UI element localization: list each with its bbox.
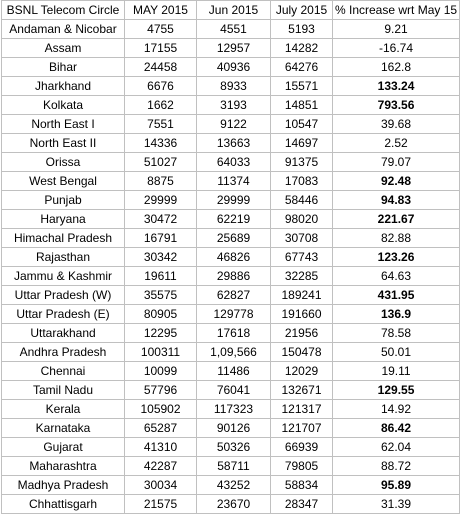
table-row [2,305,460,324]
cell-percent-increase[interactable]: 94.83 [333,191,460,210]
cell-may-2015[interactable]: 10099 [125,362,197,381]
header-row [2,1,460,20]
cell-circle[interactable]: Orissa [2,153,125,172]
cell-may-2015[interactable]: 19611 [125,267,197,286]
cell-circle[interactable]: Himachal Pradesh [2,229,125,248]
cell-jun-2015[interactable]: 64033 [197,153,271,172]
cell-circle[interactable]: Chhattisgarh [2,495,125,514]
table-row [2,191,460,210]
cell-jun-2015[interactable]: 3193 [197,96,271,115]
cell-may-2015[interactable]: 1662 [125,96,197,115]
cell-circle[interactable]: Tamil Nadu [2,381,125,400]
cell-jun-2015[interactable]: 62219 [197,210,271,229]
cell-circle[interactable]: Chennai [2,362,125,381]
cell-jun-2015[interactable]: 8933 [197,77,271,96]
table-row [2,229,460,248]
cell-percent-increase[interactable]: 129.55 [333,381,460,400]
header-july-2015[interactable]: July 2015 [271,1,333,20]
table-row [2,248,460,267]
cell-jun-2015[interactable]: 9122 [197,115,271,134]
cell-may-2015[interactable]: 4755 [125,20,197,39]
cell-circle[interactable]: Uttarakhand [2,324,125,343]
cell-july-2015[interactable]: 132671 [271,381,333,400]
cell-july-2015[interactable]: 12029 [271,362,333,381]
cell-may-2015[interactable]: 21575 [125,495,197,514]
table-row [2,476,460,495]
cell-jun-2015[interactable]: 76041 [197,381,271,400]
cell-jun-2015[interactable]: 12957 [197,39,271,58]
cell-july-2015[interactable]: 150478 [271,343,333,362]
cell-jun-2015[interactable]: 40936 [197,58,271,77]
cell-may-2015[interactable]: 105902 [125,400,197,419]
cell-july-2015[interactable]: 79805 [271,457,333,476]
table-body [2,20,460,514]
cell-jun-2015[interactable]: 25689 [197,229,271,248]
cell-percent-increase[interactable]: 62.04 [333,438,460,457]
table-row [2,362,460,381]
table-row [2,115,460,134]
cell-circle[interactable]: Maharashtra [2,457,125,476]
cell-may-2015[interactable]: 65287 [125,419,197,438]
table-row [2,419,460,438]
cell-july-2015[interactable]: 58446 [271,191,333,210]
cell-july-2015[interactable]: 5193 [271,20,333,39]
cell-jun-2015[interactable]: 11486 [197,362,271,381]
cell-jun-2015[interactable]: 29999 [197,191,271,210]
cell-july-2015[interactable]: 191660 [271,305,333,324]
cell-july-2015[interactable]: 21956 [271,324,333,343]
cell-july-2015[interactable]: 121707 [271,419,333,438]
cell-july-2015[interactable]: 30708 [271,229,333,248]
table-row [2,153,460,172]
cell-jun-2015[interactable]: 29886 [197,267,271,286]
cell-july-2015[interactable]: 58834 [271,476,333,495]
cell-jun-2015[interactable]: 4551 [197,20,271,39]
cell-circle[interactable]: North East II [2,134,125,153]
cell-percent-increase[interactable]: 79.07 [333,153,460,172]
cell-july-2015[interactable]: 14282 [271,39,333,58]
cell-circle[interactable]: Gujarat [2,438,125,457]
cell-jun-2015[interactable]: 129778 [197,305,271,324]
cell-percent-increase[interactable]: 136.9 [333,305,460,324]
table-row [2,495,460,514]
table-row [2,324,460,343]
table-row [2,400,460,419]
cell-percent-increase[interactable]: 221.67 [333,210,460,229]
table-row [2,134,460,153]
header-jun-2015[interactable]: Jun 2015 [197,1,271,20]
cell-july-2015[interactable]: 64276 [271,58,333,77]
cell-may-2015[interactable]: 7551 [125,115,197,134]
table-row [2,286,460,305]
cell-july-2015[interactable]: 91375 [271,153,333,172]
cell-may-2015[interactable]: 12295 [125,324,197,343]
header-percent-increase[interactable]: % Increase wrt May 15 [333,1,460,20]
header-may-2015[interactable]: MAY 2015 [125,1,197,20]
cell-may-2015[interactable]: 42287 [125,457,197,476]
cell-may-2015[interactable]: 57796 [125,381,197,400]
cell-may-2015[interactable]: 35575 [125,286,197,305]
cell-jun-2015[interactable]: 50326 [197,438,271,457]
cell-jun-2015[interactable]: 43252 [197,476,271,495]
cell-may-2015[interactable]: 17155 [125,39,197,58]
cell-jun-2015[interactable]: 117323 [197,400,271,419]
cell-percent-increase[interactable]: 793.56 [333,96,460,115]
cell-may-2015[interactable]: 100311 [125,343,197,362]
cell-circle[interactable]: Jammu & Kashmir [2,267,125,286]
cell-july-2015[interactable]: 15571 [271,77,333,96]
table-row [2,438,460,457]
cell-july-2015[interactable]: 67743 [271,248,333,267]
cell-may-2015[interactable]: 51027 [125,153,197,172]
cell-may-2015[interactable]: 41310 [125,438,197,457]
cell-circle[interactable]: West Bengal [2,172,125,191]
cell-july-2015[interactable]: 14697 [271,134,333,153]
cell-percent-increase[interactable]: 2.52 [333,134,460,153]
cell-circle[interactable]: Assam [2,39,125,58]
cell-circle[interactable]: Haryana [2,210,125,229]
cell-percent-increase[interactable]: 92.48 [333,172,460,191]
cell-circle[interactable]: Jharkhand [2,77,125,96]
cell-circle[interactable]: Bihar [2,58,125,77]
cell-jun-2015[interactable]: 62827 [197,286,271,305]
cell-july-2015[interactable]: 28347 [271,495,333,514]
cell-may-2015[interactable]: 8875 [125,172,197,191]
cell-percent-increase[interactable]: -16.74 [333,39,460,58]
cell-jun-2015[interactable]: 1,09,566 [197,343,271,362]
telecom-circle-table [1,0,460,514]
table-row [2,267,460,286]
cell-percent-increase[interactable]: 19.11 [333,362,460,381]
cell-percent-increase[interactable]: 82.88 [333,229,460,248]
table-row [2,381,460,400]
table-row [2,172,460,191]
cell-july-2015[interactable]: 10547 [271,115,333,134]
cell-circle[interactable]: Andhra Pradesh [2,343,125,362]
table-row [2,20,460,39]
cell-may-2015[interactable]: 80905 [125,305,197,324]
cell-circle[interactable]: Punjab [2,191,125,210]
cell-circle[interactable]: Kolkata [2,96,125,115]
cell-circle[interactable]: Uttar Pradesh (W) [2,286,125,305]
table-row [2,39,460,58]
cell-may-2015[interactable]: 14336 [125,134,197,153]
cell-circle[interactable]: Andaman & Nicobar [2,20,125,39]
cell-percent-increase[interactable]: 64.63 [333,267,460,286]
cell-may-2015[interactable]: 30034 [125,476,197,495]
table-row [2,96,460,115]
cell-percent-increase[interactable]: 39.68 [333,115,460,134]
cell-percent-increase[interactable]: 86.42 [333,419,460,438]
cell-july-2015[interactable]: 121317 [271,400,333,419]
table-row [2,210,460,229]
cell-july-2015[interactable]: 98020 [271,210,333,229]
cell-circle[interactable]: North East I [2,115,125,134]
cell-july-2015[interactable]: 32285 [271,267,333,286]
cell-percent-increase[interactable]: 78.58 [333,324,460,343]
cell-jun-2015[interactable]: 46826 [197,248,271,267]
cell-percent-increase[interactable]: 133.24 [333,77,460,96]
cell-july-2015[interactable]: 66939 [271,438,333,457]
cell-may-2015[interactable]: 30342 [125,248,197,267]
cell-circle[interactable]: Uttar Pradesh (E) [2,305,125,324]
cell-july-2015[interactable]: 189241 [271,286,333,305]
cell-jun-2015[interactable]: 17618 [197,324,271,343]
cell-circle[interactable]: Madhya Pradesh [2,476,125,495]
cell-percent-increase[interactable]: 31.39 [333,495,460,514]
cell-percent-increase[interactable]: 88.72 [333,457,460,476]
cell-july-2015[interactable]: 14851 [271,96,333,115]
cell-july-2015[interactable]: 17083 [271,172,333,191]
cell-circle[interactable]: Rajasthan [2,248,125,267]
cell-may-2015[interactable]: 30472 [125,210,197,229]
cell-jun-2015[interactable]: 90126 [197,419,271,438]
cell-may-2015[interactable]: 16791 [125,229,197,248]
table-row [2,58,460,77]
cell-percent-increase[interactable]: 431.95 [333,286,460,305]
table-row [2,457,460,476]
cell-circle[interactable]: Karnataka [2,419,125,438]
cell-may-2015[interactable]: 24458 [125,58,197,77]
header-circle[interactable]: BSNL Telecom Circle [2,1,125,20]
cell-jun-2015[interactable]: 58711 [197,457,271,476]
cell-may-2015[interactable]: 29999 [125,191,197,210]
cell-jun-2015[interactable]: 13663 [197,134,271,153]
cell-jun-2015[interactable]: 23670 [197,495,271,514]
cell-percent-increase[interactable]: 9.21 [333,20,460,39]
cell-may-2015[interactable]: 6676 [125,77,197,96]
cell-jun-2015[interactable]: 11374 [197,172,271,191]
cell-percent-increase[interactable]: 14.92 [333,400,460,419]
cell-circle[interactable]: Kerala [2,400,125,419]
cell-percent-increase[interactable]: 162.8 [333,58,460,77]
cell-percent-increase[interactable]: 50.01 [333,343,460,362]
table-row [2,77,460,96]
table-row [2,343,460,362]
cell-percent-increase[interactable]: 95.89 [333,476,460,495]
cell-percent-increase[interactable]: 123.26 [333,248,460,267]
